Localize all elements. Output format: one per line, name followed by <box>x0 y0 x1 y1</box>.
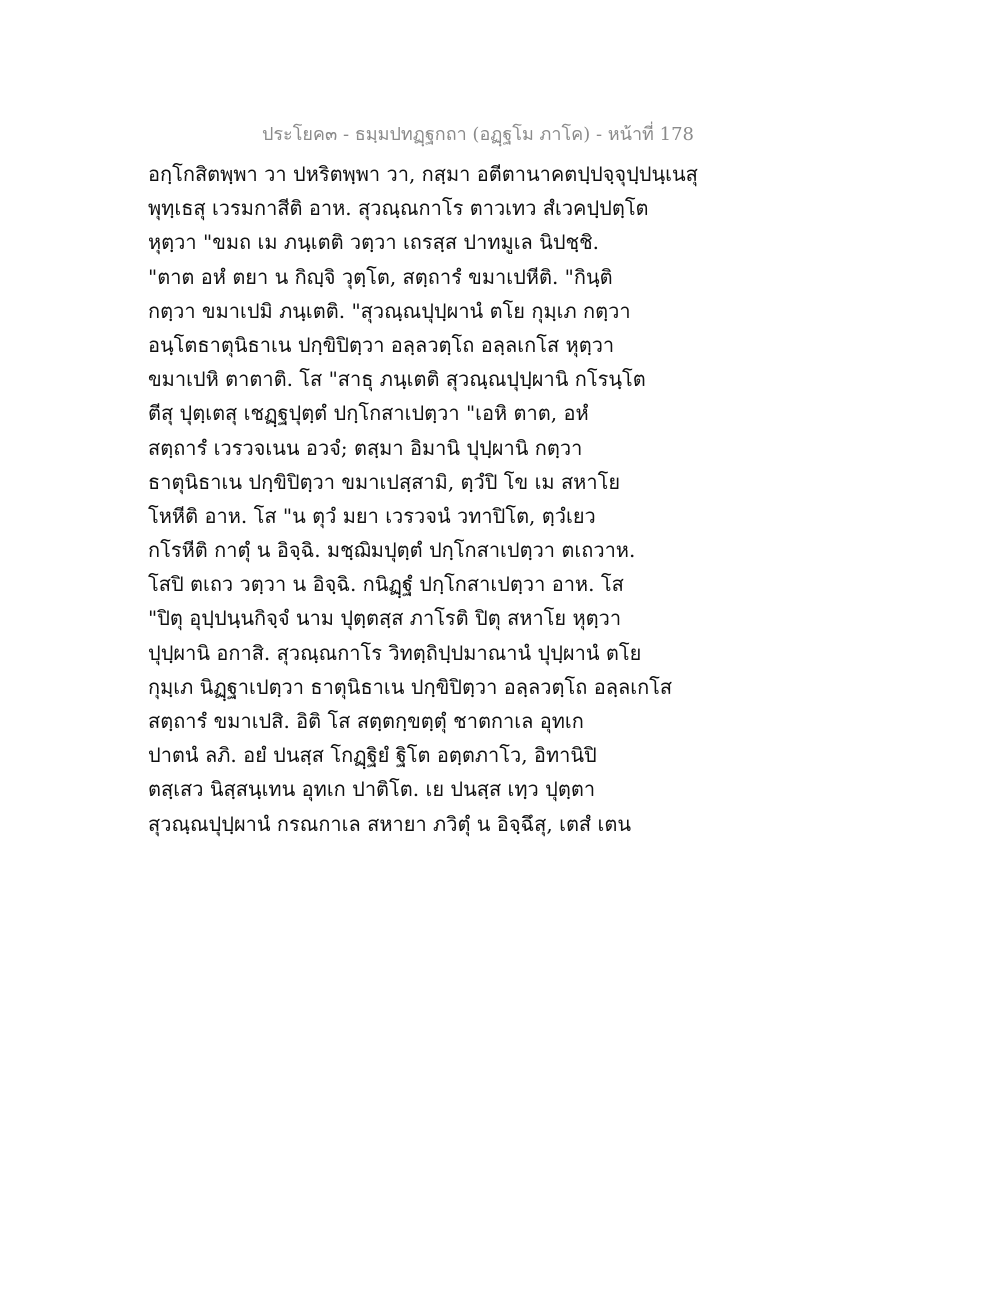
text-line-19: ตสฺเสว นิสฺสนฺเทน อุทเก ปาติโต. เย ปนสฺส เทฺว ปุตฺตา <box>148 777 596 802</box>
running-header: ประโยค๓ - ธมฺมปทฏฺฐกถา (อฏฺฐโม ภาโค) - หน้าที่ 178 <box>261 124 694 145</box>
text-line-9: สตฺถารํ เวรวจเนน อวจํ; ตสฺมา อิมานิ ปุปฺผานิ กตฺวา <box>148 435 583 460</box>
text-line-10: ธาตุนิธาเน ปกฺขิปิตฺวา ขมาเปสฺสามิ, ตฺวํปิ โข เม สหาโย <box>148 469 621 494</box>
text-line-5: กตฺวา ขมาเปมิ ภนฺเตติ. "สุวณฺณปุปฺผานํ ตโย กุมฺเภ กตฺวา <box>148 298 631 323</box>
text-line-3: หุตฺวา "ขมถ เม ภนฺเตติ วตฺวา เถรสฺส ปาทมูเล นิปชฺชิ. <box>148 230 600 255</box>
text-line-7: ขมาเปหิ ตาตาติ. โส "สาธุ ภนฺเตติ สุวณฺณปุปฺผานิ กโรนฺโต <box>148 367 646 392</box>
text-line-4: "ตาต อหํ ตยา น กิญฺจิ วุตฺโต, สตฺถารํ ขมาเปหีติ. "กินฺติ <box>148 264 613 289</box>
text-line-1: อกฺโกสิตพฺพา วา ปหริตพฺพา วา, กสฺมา อตีตานาคตปฺปจฺจุปฺปนฺเนสุ <box>148 162 698 186</box>
text-line-13: โสปิ ตเถว วตฺวา น อิจฺฉิ. กนิฏฺฐํ ปกฺโกสาเปตฺวา อาห. โส <box>148 572 624 597</box>
text-line-12: กโรหีติ กาตุํ น อิจฺฉิ. มชฺฌิมปุตฺตํ ปกฺโกสาเปตฺวา ตเถวาห. <box>148 538 636 563</box>
text-line-18: ปาตนํ ลภิ. อยํ ปนสฺส โกฏฺฐิยํ ฐิโต อตฺตภาโว, อิทานิปิ <box>148 743 597 768</box>
text-line-11: โหหีติ อาห. โส "น ตุวํ มยา เวรวจนํ วทาปิโต, ตฺวํเยว <box>148 503 596 528</box>
text-line-20: สุวณฺณปุปฺผานํ กรณกาเล สหายา ภวิตุํ น อิจฺฉึสุ, เตสํ เตน <box>148 811 631 836</box>
text-line-15: ปุปฺผานิ อกาสิ. สุวณฺณกาโร วิทตฺถิปฺปมาณานํ ปุปฺผานํ ตโย <box>148 640 642 665</box>
text-line-17: สตฺถารํ ขมาเปสิ. อิติ โส สตฺตกฺขตฺตุํ ชาตกาเล อุทเก <box>148 709 584 733</box>
text-line-8: ตีสุ ปุตฺเตสุ เชฏฺฐปุตฺตํ ปกฺโกสาเปตฺวา "เอหิ ตาต, อหํ <box>148 401 589 426</box>
text-line-6: อนฺโตธาตุนิธาเน ปกฺขิปิตฺวา อลฺลวตฺโถ อลฺลเกโส หุตฺวา <box>148 332 615 357</box>
text-line-2: พุทฺเธสุ เวรมกาสีติ อาห. สุวณฺณกาโร ตาวเทว สํเวคปฺปตฺโต <box>148 196 649 221</box>
body-text <box>148 157 708 841</box>
text-line-14: "ปิตุ อุปฺปนฺนกิจฺจํ นาม ปุตฺตสฺส ภาโรติ ปิตุ สหาโย หุตฺวา <box>148 606 622 631</box>
text-line-16: กุมฺเภ นิฏฺฐาเปตฺวา ธาตุนิธาเน ปกฺขิปิตฺวา อลฺลวตฺโถ อลฺลเกโส <box>148 674 673 699</box>
